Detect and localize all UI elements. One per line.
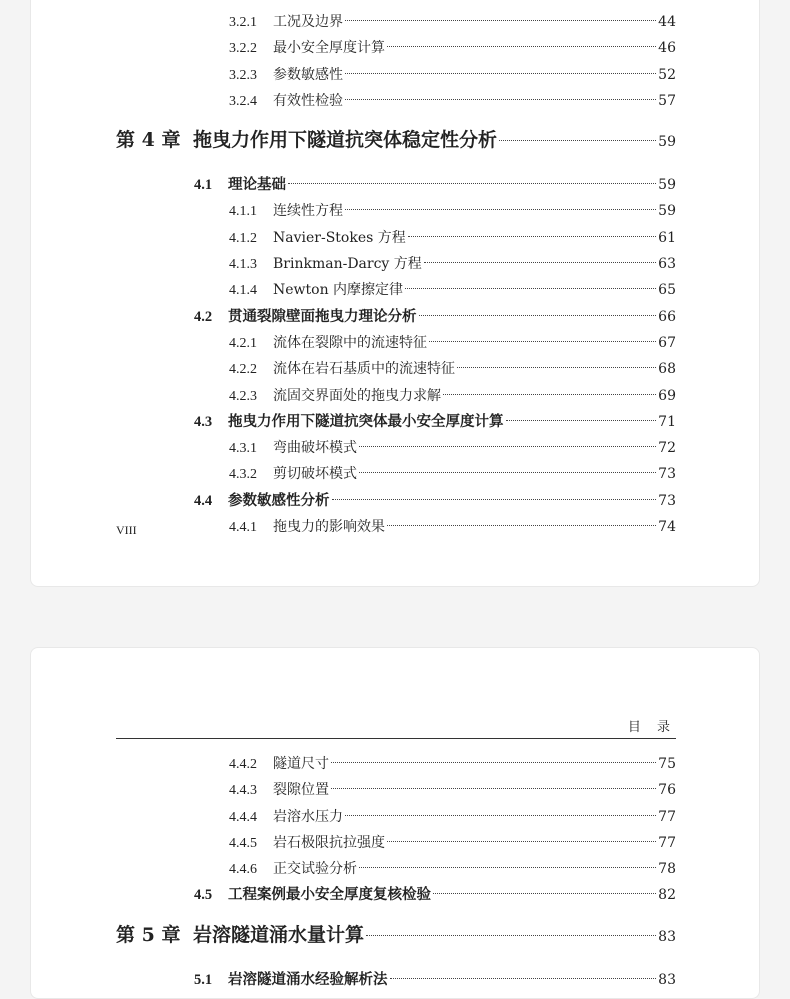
dot-leader [506,420,657,421]
dot-leader [288,183,656,184]
toc-entry-page: 67 [658,334,676,351]
dot-leader [345,73,656,74]
toc-entry-page: 69 [658,387,676,404]
toc-section-entry[interactable] [116,409,676,435]
toc-entry-page: 82 [658,887,676,904]
toc-entry-page: 78 [658,861,676,878]
dot-leader [499,140,656,141]
toc-entry-title: 最小安全厚度计算 [273,40,385,57]
toc-entry-page: 66 [658,308,676,325]
toc-entry-number: 4.4.4 [229,809,257,825]
toc-subsection-entry[interactable] [116,461,676,487]
toc-subsection-entry[interactable] [116,751,676,777]
toc-entry-number: 3.2.1 [229,15,257,30]
toc-entry-number: 4.1.3 [229,257,257,273]
toc-entry-title: 弯曲破坏模式 [273,440,357,457]
dot-leader [366,935,656,936]
toc-entry-number: 4.4.1 [229,520,257,536]
toc-section-entry[interactable] [116,488,676,514]
toc-entry-number: 4.1 [194,177,213,194]
toc-entry-title: 流体在裂隙中的流速特征 [273,334,427,351]
toc-entry-number: 第 5 章 [116,923,181,946]
dot-leader [331,788,656,789]
toc-entry-number: 4.3.2 [229,467,257,483]
toc-subsection-entry[interactable] [116,804,676,830]
toc-entry-page: 83 [658,928,676,945]
toc-entry-number: 3.2.4 [229,93,257,109]
dot-leader [359,472,656,473]
dot-leader [345,99,656,100]
toc-entry-page: 83 [658,971,676,988]
toc-entry-page: 76 [658,782,676,799]
running-header: 目 录 [116,716,676,739]
toc-entry-title: 贯通裂隙壁面拖曳力理论分析 [228,307,417,325]
toc-entry-number: 4.5 [194,887,213,904]
toc-entry-title: 工程案例最小安全厚度复核检验 [228,886,431,904]
dot-leader [424,262,656,263]
toc-entry-page: 75 [658,756,676,772]
toc-subsection-entry[interactable] [116,435,676,461]
toc-subsection-entry[interactable] [116,277,676,303]
toc-list [116,751,676,993]
page-number-label: VIII [116,523,137,537]
toc-entry-page: 65 [658,282,676,299]
toc-entry-number: 4.4.6 [229,862,257,878]
dot-leader [387,46,656,47]
toc-subsection-entry[interactable] [116,62,676,88]
toc-entry-number: 4.2.1 [229,335,257,351]
dot-leader [387,841,656,842]
toc-subsection-entry[interactable] [116,330,676,356]
toc-entry-title: 流固交界面处的拖曳力求解 [273,387,441,404]
toc-entry-number: 4.1.1 [229,204,257,220]
toc-entry-page: 52 [658,66,676,83]
toc-entry-number: 第 4 章 [116,129,181,152]
toc-entry-page: 59 [658,134,676,151]
toc-entry-title: 剪切破坏模式 [273,466,357,483]
toc-entry-number: 4.1.2 [229,230,257,246]
dot-leader [433,893,656,894]
toc-subsection-entry[interactable] [116,88,676,114]
toc-entry-page: 46 [658,40,676,57]
dot-leader [345,20,656,21]
toc-entry-title: 拖曳力作用下隧道抗突体稳定性分析 [193,129,498,152]
dot-leader [345,209,656,210]
toc-entry-number: 4.4.3 [229,783,257,799]
toc-entry-page: 77 [658,834,676,851]
toc-chapter-entry[interactable] [116,915,676,955]
toc-subsection-entry[interactable] [116,198,676,224]
dot-leader [345,815,656,816]
toc-section-entry[interactable] [116,304,676,330]
toc-entry-title: 裂隙位置 [273,782,329,799]
toc-subsection-entry[interactable] [116,9,676,35]
dot-leader [419,315,657,316]
toc-entry-title: 岩石极限抗拉强度 [273,834,385,851]
toc-entry-page: 63 [658,256,676,273]
toc-subsection-entry[interactable] [116,251,676,277]
toc-entry-page: 77 [658,808,676,825]
toc-entry-page: 59 [658,177,676,194]
toc-entry-title: 正交试验分析 [273,861,357,878]
toc-entry-title: 岩溶水压力 [273,808,343,825]
toc-entry-page: 61 [658,229,676,246]
toc-entry-page: 59 [658,203,676,220]
toc-entry-page: 73 [658,492,676,509]
toc-entry-number: 4.3.1 [229,441,257,457]
toc-entry-number: 4.4 [194,492,213,509]
dot-leader [457,367,656,368]
toc-subsection-entry[interactable] [116,225,676,251]
toc-list [116,9,676,540]
toc-entry-page: 68 [658,361,676,378]
toc-entry-page: 44 [658,14,676,30]
toc-entry-number: 4.2.3 [229,388,257,404]
toc-entry-title: 有效性检验 [273,92,343,109]
dot-leader [387,525,656,526]
toc-entry-page: 74 [658,519,676,536]
dot-leader [390,978,657,979]
toc-entry-number: 3.2.3 [229,67,257,83]
toc-entry-title: 岩溶隧道涌水量计算 [193,923,365,946]
toc-chapter-entry[interactable] [116,120,676,160]
toc-entry-page: 73 [658,466,676,483]
toc-entry-number: 3.2.2 [229,41,257,57]
toc-subsection-entry[interactable] [116,35,676,61]
toc-entry-number: 4.2 [194,308,213,325]
toc-page-ix [30,647,760,999]
toc-subsection-entry[interactable] [116,830,676,856]
toc-subsection-entry[interactable] [116,383,676,409]
toc-page-viii [30,0,760,587]
toc-entry-title: 连续性方程 [273,203,343,220]
toc-subsection-entry[interactable] [116,777,676,803]
dot-leader [359,446,656,447]
toc-entry-page: 57 [658,92,676,109]
dot-leader [429,341,656,342]
toc-entry-title: 拖曳力作用下隧道抗突体最小安全厚度计算 [228,412,504,430]
toc-subsection-entry[interactable] [116,856,676,882]
dot-leader [359,867,656,868]
toc-entry-page: 72 [658,440,676,457]
toc-entry-title: 隧道尺寸 [273,756,329,772]
toc-entry-title: 工况及边界 [273,14,343,30]
toc-entry-title: 参数敏感性分析 [228,491,330,509]
toc-section-entry[interactable] [116,882,676,908]
toc-entry-number: 4.1.4 [229,283,257,299]
toc-entry-number: 5.1 [194,971,213,988]
toc-entry-number: 4.4.5 [229,835,257,851]
toc-entry-number: 4.2.2 [229,362,257,378]
dot-leader [331,762,656,763]
toc-subsection-entry[interactable] [116,356,676,382]
toc-entry-title: Newton 内摩擦定律 [273,282,404,299]
toc-section-entry[interactable] [116,967,676,993]
toc-entry-title: 岩溶隧道涌水经验解析法 [228,970,388,988]
toc-entry-title: Brinkman-Darcy 方程 [273,256,422,273]
toc-entry-number: 4.3 [194,413,213,430]
toc-section-entry[interactable] [116,172,676,198]
toc-entry-title: 拖曳力的影响效果 [273,519,385,536]
dot-leader [408,236,656,237]
dot-leader [332,499,657,500]
toc-entry-title: 流体在岩石基质中的流速特征 [273,361,455,378]
toc-entry-page: 71 [658,413,676,430]
toc-entry-title: Navier-Stokes 方程 [273,229,406,246]
toc-entry-title: 参数敏感性 [273,66,343,83]
toc-subsection-entry[interactable] [116,514,676,540]
toc-entry-number: 4.4.2 [229,757,257,772]
dot-leader [405,288,656,289]
dot-leader [443,394,656,395]
toc-entry-title: 理论基础 [228,176,286,194]
